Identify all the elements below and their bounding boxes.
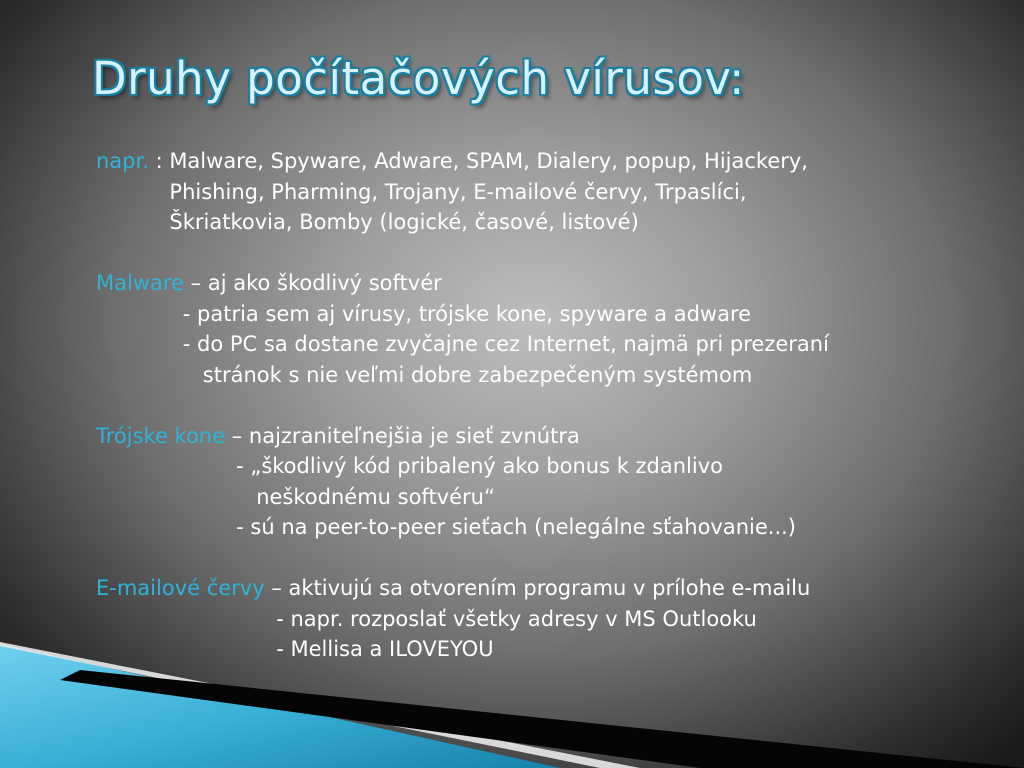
intro-line-1 xyxy=(96,146,996,177)
trojan-line-3: neškodnému softvéru“ xyxy=(96,484,495,509)
worms-line-1 xyxy=(96,573,996,604)
spacer xyxy=(96,543,996,574)
trojan-line-2: - „škodlivý kód pribalený ako bonus k zdanlivo xyxy=(96,454,724,478)
malware-line-2: - patria sem aj vírusy, trójske kone, spyware a adware xyxy=(96,301,752,326)
spacer xyxy=(96,238,996,269)
trojan-term: Trójske kone xyxy=(96,423,226,448)
intro-line-3: Škriatkovia, Bomby (logické, časové, listové) xyxy=(96,210,639,234)
worms-line-2: - napr. rozposlať všetky adresy v MS Outlooku xyxy=(96,606,757,631)
malware-line-3: - do PC sa dostane zvyčajne cez Internet, najmä pri prezeraní xyxy=(96,332,829,356)
worms-text-1: – aktivujú sa otvorením programu v prílohe e-mailu xyxy=(264,576,811,600)
trojan-text-1: – najzraniteľnejšia je sieť zvnútra xyxy=(225,423,580,448)
malware-term: Malware xyxy=(96,271,184,295)
trojan-line-4: - sú na peer-to-peer sieťach (nelegálne sťahovanie...) xyxy=(96,515,797,539)
trojan-line-1 xyxy=(96,421,996,452)
worms-line-3: - Mellisa a ILOVEYOU xyxy=(96,637,494,661)
malware-line-1 xyxy=(96,268,996,299)
slide-body xyxy=(96,146,996,665)
corner-decoration xyxy=(0,640,1024,768)
slide-title: Druhy počítačových vírusov: xyxy=(92,52,745,105)
intro-line-2: Phishing, Pharming, Trojany, E-mailové červy, Trpaslíci, xyxy=(96,179,747,204)
intro-term: napr. xyxy=(96,149,149,173)
spacer xyxy=(96,390,996,421)
malware-text-1: – aj ako škodlivý softvér xyxy=(183,271,442,295)
malware-line-4: stránok s nie veľmi dobre zabezpečeným systémom xyxy=(96,362,753,387)
intro-text-1: : Malware, Spyware, Adware, SPAM, Dialery, popup, Hijackery, xyxy=(148,149,808,173)
worms-term: E-mailové červy xyxy=(96,576,265,600)
